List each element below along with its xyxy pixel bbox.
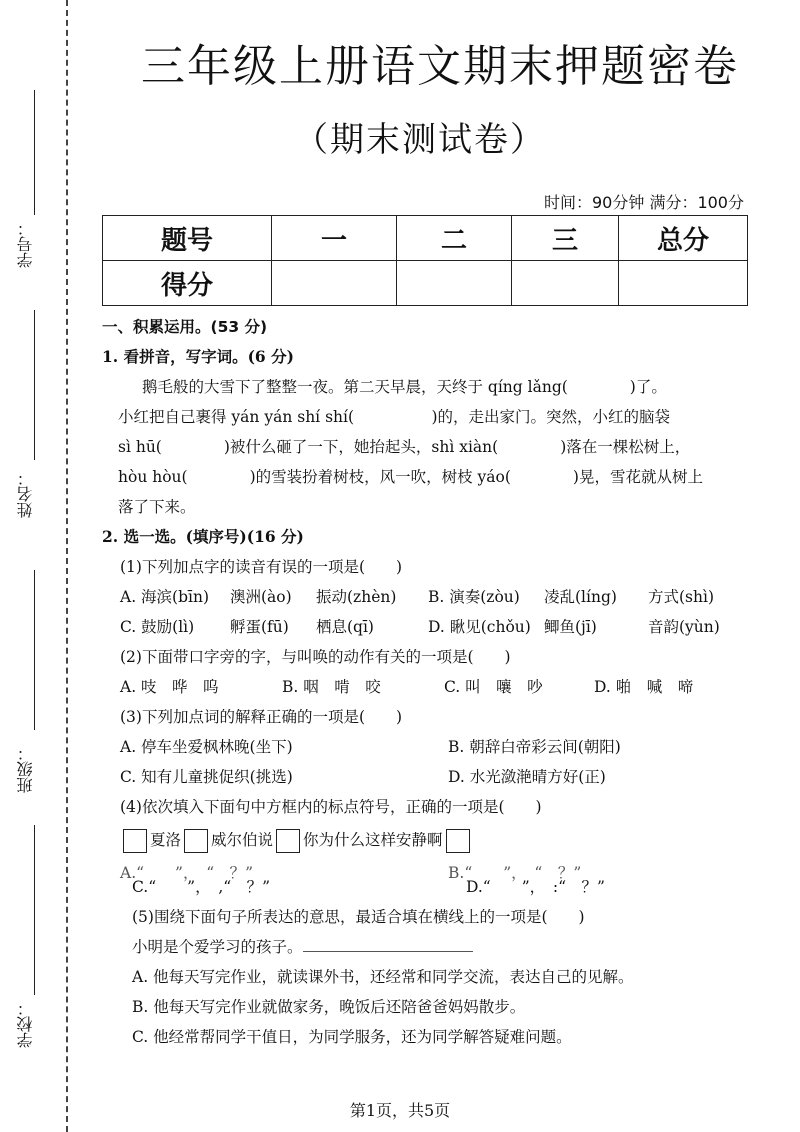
table-cell: 二 — [397, 216, 512, 261]
punctuation-box[interactable] — [123, 829, 147, 853]
option-item: 凌乱(líng) — [544, 588, 617, 606]
option-item: A. 他每天写完作业，就读课外书，还经常和同学交流，表达自己的见解。 — [132, 968, 634, 986]
sentence-fragment: 夏洛 — [150, 831, 182, 849]
option-item: D. 瞅见(chǒu) — [428, 618, 531, 636]
class-label: 班级： — [16, 745, 35, 793]
option-row — [102, 672, 767, 702]
student-id-label: 学号： — [16, 220, 35, 268]
option-item: C. 知有儿童挑促织(挑选) — [120, 768, 293, 786]
punctuation-box[interactable] — [446, 829, 470, 853]
option-item: A.“ ”， “ ？” — [120, 864, 254, 882]
option-row — [102, 872, 767, 902]
punctuation-box[interactable] — [276, 829, 300, 853]
option-item: B. 他每天写完作业就做家务，晚饭后还陪爸爸妈妈散步。 — [132, 998, 526, 1016]
score-input-cell[interactable] — [619, 261, 748, 306]
binding-dashed-line — [66, 0, 68, 1132]
score-input-cell[interactable] — [397, 261, 512, 306]
sub-question-2: (2)下面带口字旁的字，与叫唤的动作有关的一项是( ) — [120, 648, 511, 666]
passage-line: 小红把自己裹得 yán yán shí shí( )的，走出家门。突然，小红的脑袋 — [118, 408, 671, 426]
option-item: D. 啪 喊 啼 — [594, 678, 694, 696]
score-input-cell[interactable] — [512, 261, 619, 306]
option-item: B. 演奏(zòu) — [428, 588, 520, 606]
option-row — [102, 732, 767, 762]
passage-line: 落了下来。 — [118, 498, 196, 516]
school-rule — [34, 825, 35, 995]
sentence-text: 小明是个爱学习的孩子。 — [132, 938, 303, 956]
exam-title: 三年级上册语文期末押题密卷 — [141, 41, 739, 92]
score-table-score-row — [103, 261, 748, 306]
question-1-title: 1. 看拼音，写字词。(6 分) — [102, 347, 294, 366]
question-2-title: 2. 选一选。(填序号)(16 分) — [102, 527, 304, 546]
option-item: 音韵(yùn) — [648, 618, 720, 636]
option-item: D. 水光潋滟晴方好(正) — [448, 768, 606, 786]
passage-line: 鹅毛般的大雪下了整整一夜。第二天早晨，天终于 qíng lǎng( )了。 — [142, 378, 667, 396]
option-row — [102, 762, 767, 792]
option-row — [102, 612, 767, 642]
option-row — [102, 582, 767, 612]
score-table — [102, 215, 748, 306]
sub-question-5: (5)围绕下面句子所表达的意思，最适合填在横线上的一项是( ) — [132, 908, 585, 926]
passage-line: hòu hòu( )的雪装扮着树枝，风一吹，树枝 yáo( )晃，雪花就从树上 — [118, 468, 703, 486]
time-score-info: 时间：90分钟 满分：100分 — [544, 193, 744, 212]
punctuation-sentence — [102, 822, 767, 858]
option-item: A. 吱 哗 呜 — [120, 678, 219, 696]
option-item: 方式(shì) — [648, 588, 714, 606]
school-label: 学校： — [16, 1000, 35, 1048]
table-cell: 一 — [272, 216, 397, 261]
name-rule — [34, 310, 35, 460]
section-heading: 一、积累运用。(53 分) — [102, 318, 268, 336]
score-table-header-row — [103, 216, 748, 261]
exam-content — [102, 312, 767, 1052]
option-item: A. 停车坐爱枫林晚(坐下) — [120, 738, 293, 756]
option-item: A. 海滨(bīn) — [120, 588, 210, 606]
option-item: B. 朝辞白帝彩云间(朝阳) — [448, 738, 621, 756]
score-input-cell[interactable] — [272, 261, 397, 306]
name-label: 姓名： — [16, 470, 35, 518]
table-cell: 三 — [512, 216, 619, 261]
sentence-fragment: 你为什么这样安静啊 — [303, 831, 443, 849]
option-item: 鲫鱼(jī) — [544, 618, 597, 636]
fill-in-blank-line[interactable] — [303, 937, 473, 952]
cropped-option-row — [102, 858, 767, 882]
option-item: 栖息(qī) — [316, 618, 374, 636]
option-item: 振动(zhèn) — [316, 588, 397, 606]
punctuation-box[interactable] — [184, 829, 208, 853]
option-item: 澳洲(ào) — [230, 588, 292, 606]
page-number: 第1页，共5页 — [349, 1101, 451, 1120]
class-rule — [34, 570, 35, 730]
option-item: D.“ ”， :“ ？” — [466, 878, 605, 896]
option-item: C. 鼓励(lì) — [120, 618, 195, 636]
table-cell: 总分 — [619, 216, 748, 261]
sentence-with-blank — [102, 932, 767, 962]
option-item: C. 他经常帮同学干值日，为同学服务，还为同学解答疑难问题。 — [132, 1028, 572, 1046]
option-item: C.“ ”， ,“ ？” — [132, 878, 271, 896]
option-item: B.“ ”， “ ？” — [448, 864, 582, 882]
option-item: B. 咽 啃 咬 — [282, 678, 381, 696]
sub-question-4: (4)依次填入下面句中方框内的标点符号，正确的一项是( ) — [120, 798, 542, 816]
sub-question-3: (3)下列加点词的解释正确的一项是( ) — [120, 708, 403, 726]
option-item: 孵蛋(fū) — [230, 618, 289, 636]
table-cell: 题号 — [103, 216, 272, 261]
sentence-fragment: 威尔伯说 — [211, 831, 274, 849]
student-id-rule — [34, 90, 35, 215]
passage-line: sì hū( )被什么砸了一下，她抬起头，shì xiàn( )落在一棵松树上， — [118, 438, 691, 456]
table-cell: 得分 — [103, 261, 272, 306]
sub-question-1: (1)下列加点字的读音有误的一项是( ) — [120, 558, 403, 576]
option-item: C. 叫 嚷 吵 — [444, 678, 543, 696]
exam-subtitle: （期末测试卷） — [294, 120, 546, 160]
